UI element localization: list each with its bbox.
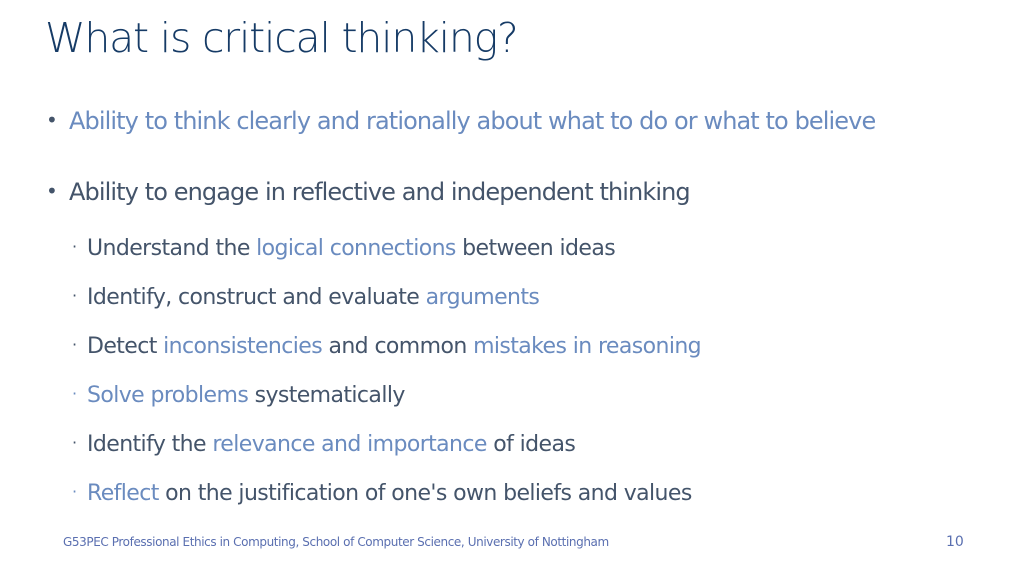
- sub-bullet-item-4: [72, 383, 405, 408]
- bullet-dot-icon: •: [46, 108, 57, 132]
- bullet-item-1: [46, 107, 875, 135]
- bullet-item-2: [46, 178, 690, 206]
- sub-bullet-dot-icon: ·: [72, 384, 77, 403]
- bullet-dot-icon: •: [46, 179, 57, 203]
- sub-bullet-text: Identify, construct and evaluate: [87, 285, 426, 310]
- sub-bullet-highlight: relevance and importance: [212, 432, 487, 457]
- sub-bullet-text: on the justification of one's own beliefs and values: [158, 481, 692, 506]
- sub-bullet-dot-icon: ·: [72, 335, 77, 354]
- sub-bullet-dot-icon: ·: [72, 237, 77, 256]
- sub-bullet-dot-icon: ·: [72, 433, 77, 452]
- sub-bullet-item-3: [72, 334, 701, 359]
- sub-bullet-dot-icon: ·: [72, 286, 77, 305]
- sub-bullet-text: and common: [322, 334, 474, 359]
- sub-bullet-item-6: [72, 481, 692, 506]
- sub-bullet-text: systematically: [248, 383, 405, 408]
- sub-bullet-highlight: arguments: [425, 285, 540, 310]
- sub-bullet-text: Detect: [87, 334, 164, 359]
- slide-title: What is critical thinking?: [45, 14, 518, 62]
- sub-bullet-item-5: [72, 432, 575, 457]
- sub-bullet-text: of ideas: [486, 432, 576, 457]
- page-number: 10: [946, 534, 964, 550]
- bullet-text: Ability to engage in reflective and independent thinking: [69, 178, 690, 206]
- sub-bullet-dot-icon: ·: [72, 482, 77, 501]
- sub-bullet-text: between ideas: [455, 236, 616, 261]
- sub-bullet-highlight: mistakes in reasoning: [473, 334, 702, 359]
- bullet-text: Ability to think clearly and rationally about what to do or what to believe: [69, 107, 876, 135]
- sub-bullet-highlight: Solve problems: [87, 383, 249, 408]
- sub-bullet-highlight: Reflect: [87, 481, 159, 506]
- sub-bullet-text: Understand the: [87, 236, 257, 261]
- sub-bullet-highlight: logical connections: [256, 236, 456, 261]
- sub-bullet-highlight: inconsistencies: [163, 334, 323, 359]
- sub-bullet-text: Identify the: [87, 432, 213, 457]
- sub-bullet-item-1: [72, 236, 615, 261]
- slide-footer: G53PEC Professional Ethics in Computing, School of Computer Science, University of Nottingham: [63, 535, 609, 549]
- sub-bullet-item-2: [72, 285, 539, 310]
